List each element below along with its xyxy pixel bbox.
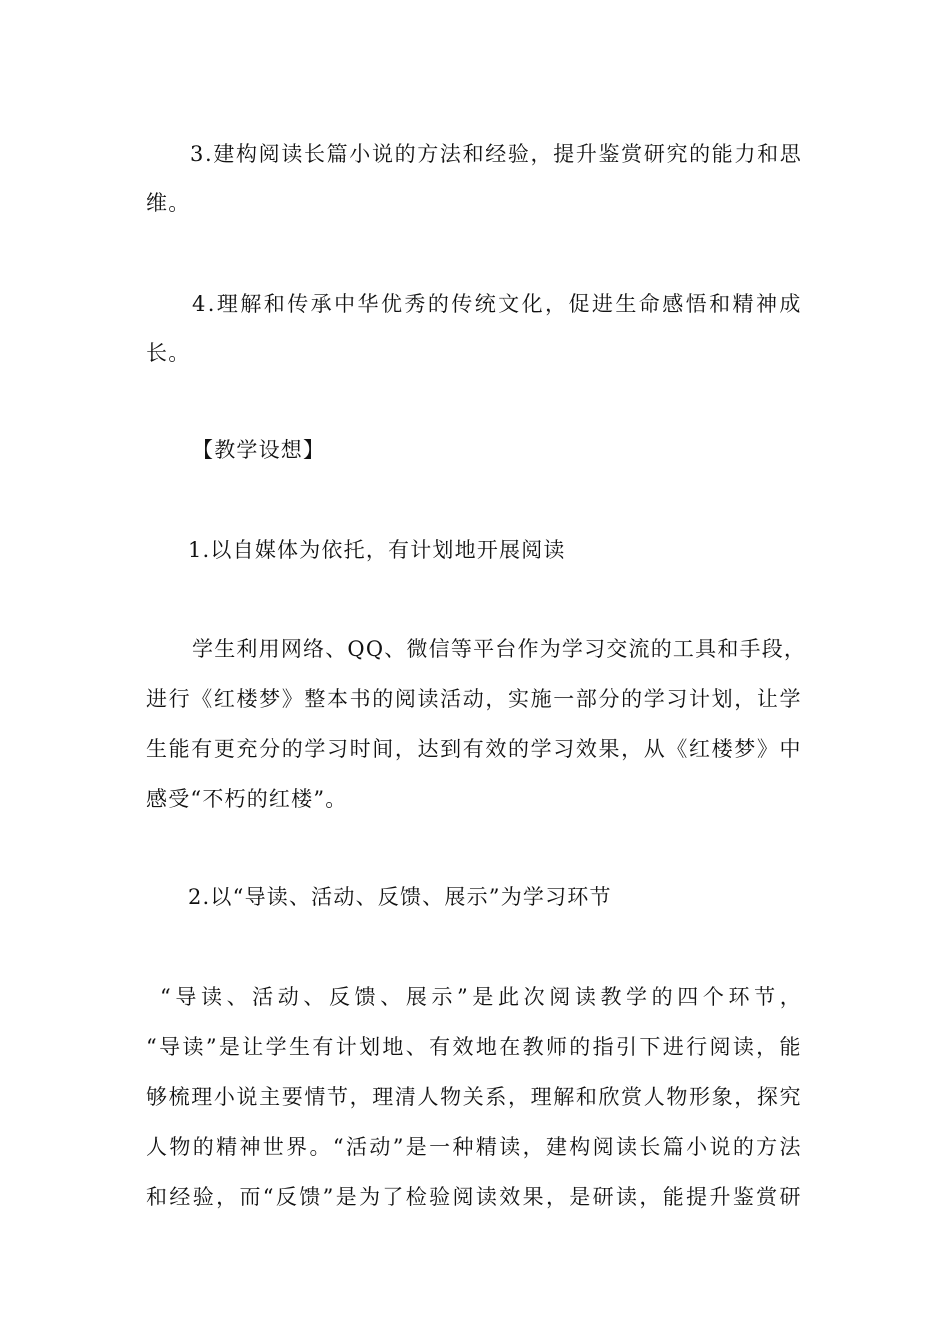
point-2-para-line-5: 和 经 验 ， 而 “ 反 馈 ” 是 为 了 检 验 阅 读 效 果 ， 是 研 读 ， 能 提 升 鉴 赏 研 xyxy=(146,1185,802,1209)
point-1-para-line-3: 生 能 有 更 充 分 的 学 习 时 间 ， 达 到 有 效 的 学 习 效 果 ， 从 《 红 楼 梦 》 中 xyxy=(146,737,802,761)
point-2-para-line-1: “ 导 读 、 活 动 、 反 馈 、 展 示 ” 是 此 次 阅 读 教 学 的 四 个 环 节 ， xyxy=(160,985,802,1009)
point-2-heading: 2.以“导读、活动、反馈、展示”为学习环节 xyxy=(188,885,612,909)
point-1-para-line-1: 学 生 利 用 网 络 、 Q Q 、 微 信 等 平 台 作 为 学 习 交 流 的 工 具 和 手 段 ， xyxy=(192,637,807,661)
objective-4-line-2: 长。 xyxy=(146,341,191,365)
point-2-para-line-3: 够 梳 理 小 说 主 要 情 节 ， 理 清 人 物 关 系 ， 理 解 和 欣 赏 人 物 形 象 ， 探 究 xyxy=(146,1085,802,1109)
objective-3-line-2: 维。 xyxy=(146,191,191,215)
point-1-para-line-4: 感受“不朽的红楼”。 xyxy=(146,787,348,811)
point-1-para-line-2: 进 行 《 红 楼 梦 》 整 本 书 的 阅 读 活 动 ， 实 施 一 部 分 的 学 习 计 划 ， 让 学 xyxy=(146,687,802,711)
objective-4-line-1: 4 . 理 解 和 传 承 中 华 优 秀 的 传 统 文 化 ， 促 进 生 命 感 悟 和 精 神 成 xyxy=(192,292,802,316)
objective-3-line-1: 3 . 建 构 阅 读 长 篇 小 说 的 方 法 和 经 验 ， 提 升 鉴 赏 研 究 的 能 力 和 思 xyxy=(190,142,802,166)
point-1-heading: 1.以自媒体为依托，有计划地开展阅读 xyxy=(188,538,566,562)
point-2-para-line-4: 人 物 的 精 神 世 界 。 “ 活 动 ” 是 一 种 精 读 ， 建 构 阅 读 长 篇 小 说 的 方 法 xyxy=(146,1135,802,1159)
point-2-para-line-2: “ 导 读 ” 是 让 学 生 有 计 划 地 、 有 效 地 在 教 师 的 指 引 下 进 行 阅 读 ， 能 xyxy=(146,1035,802,1059)
section-heading: 【教学设想】 xyxy=(192,438,326,462)
